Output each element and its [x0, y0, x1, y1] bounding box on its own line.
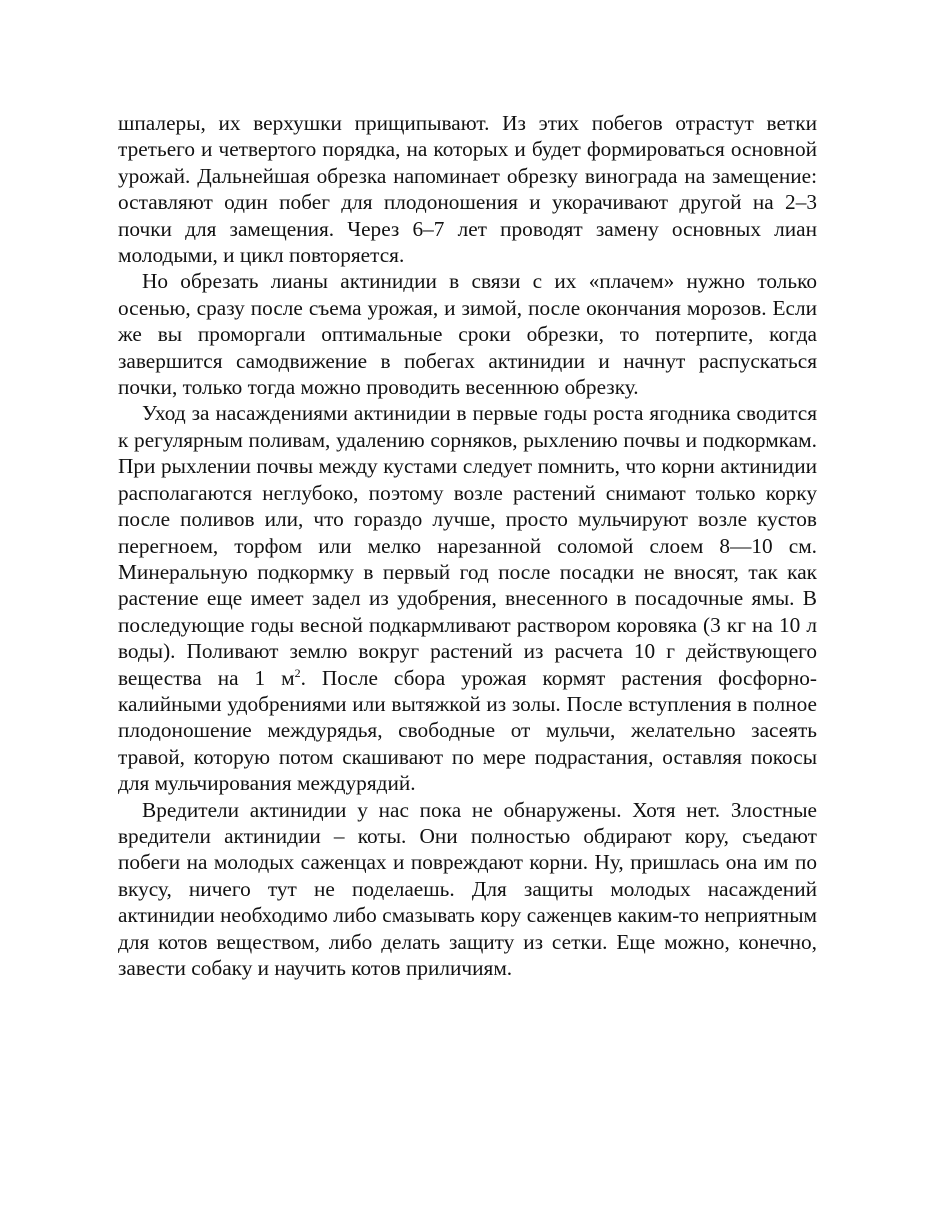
document-page	[118, 110, 817, 981]
paragraph-pests: Вредители актинидии у нас пока не обнаружены. Хотя нет. Злостные вредители актинидии – коты. Они полностью обдирают кору, съедают побеги на молодых саженцах и повреждают корни. Ну, пришлась она им по вкусу, ничего тут не поделаешь. Для защиты молодых насаждений актинидии необходимо либо смазывать кору саженцев каким-то неприятным для котов веществом, либо делать защиту из сетки. Еще можно, конечно, завести собаку и научить котов приличиям.	[118, 797, 817, 980]
paragraph-plant-care	[118, 400, 817, 796]
paragraph-plant-care-text-before: Уход за насаждениями актинидии в первые годы роста ягодника сводится к регулярным поливам, удалению сорняков, рыхлению почвы и подкормкам. При рыхлении почвы между кустами следует помнить, что корни актинидии располагаются неглубоко, поэтому возле растений снимают только корку после поливов или, что гораздо лучше, просто мульчируют возле кустов перегноем, торфом или мелко нарезанной соломой слоем 8—10 см. Минеральную подкормку в первый год после посадки не вносят, так как растение еще имеет задел из удобрения, внесенного в посадочные ямы. В последующие годы весной подкармливают раствором коровяка (3 кг на 10 л воды). Поливают землю вокруг растений из расчета 10 г действующего вещества на 1 м	[118, 401, 817, 690]
paragraph-pruning-replacement: шпалеры, их верхушки прищипывают. Из этих побегов отрастут ветки третьего и четвертого порядка, на которых и будет формироваться основной урожай. Дальнейшая обрезка напоминает обрезку винограда на замещение: оставляют один побег для плодоношения и укорачивают другой на 2–3 почки для замещения. Через 6–7 лет проводят замену основных лиан молодыми, и цикл повторяется.	[118, 111, 817, 268]
paragraph-plant-care-text-after: . После сбора урожая кормят растения фосфорно-калийными удобрениями или вытяжкой из золы. После вступления в полное плодоношение междурядья, свободные от мульчи, желательно засеять травой, которую потом скашивают по мере подрастания, оставляя покосы для мульчирования междурядий.	[118, 665, 818, 796]
paragraph-pruning-timing: Но обрезать лианы актинидии в связи с их «плачем» нужно только осенью, сразу после съема урожая, и зимой, после окончания морозов. Если же вы проморгали оптимальные сроки обрезки, то потерпите, когда завершится самодвижение в побегах актинидии и начнут распускаться почки, только тогда можно проводить весеннюю обрезку.	[118, 269, 817, 400]
square-meter-superscript: 2	[294, 665, 301, 680]
